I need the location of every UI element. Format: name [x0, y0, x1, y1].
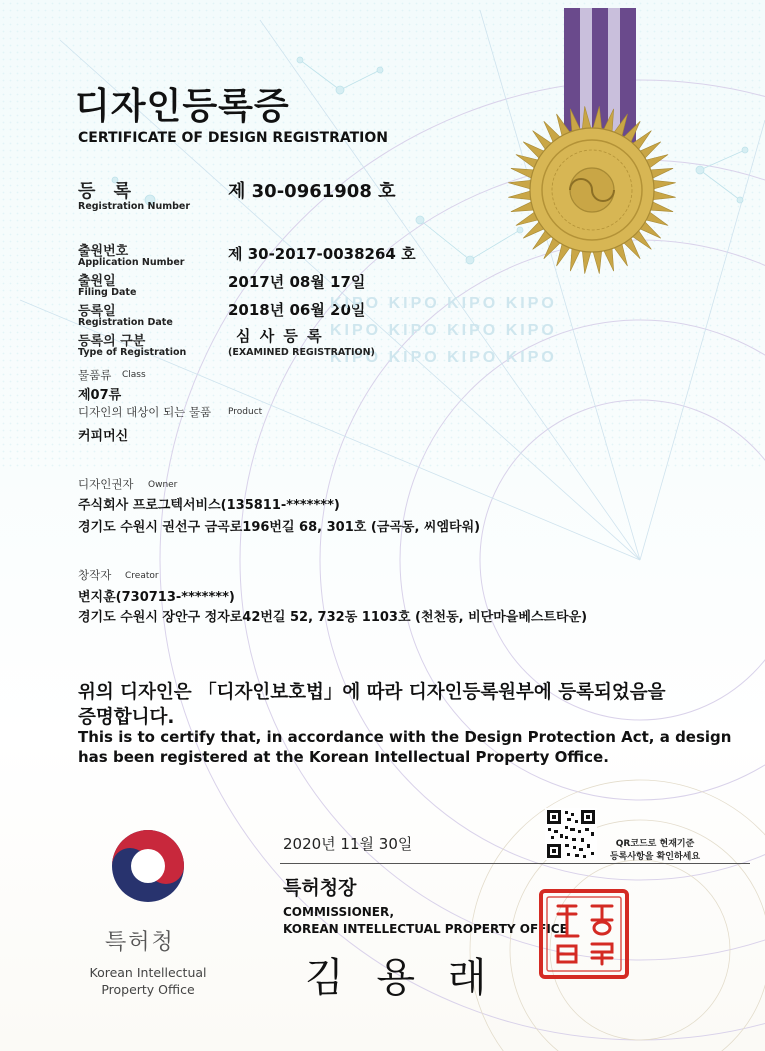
kipo-logo-name-en-line1: Korean Intellectual	[89, 965, 207, 980]
commissioner-en-line1: COMMISSIONER,	[283, 905, 395, 919]
owner-name: 주식회사 프로그텍서비스(135811-*******)	[78, 498, 340, 513]
creator-label: 창작자	[78, 568, 112, 582]
page-subtitle: CERTIFICATE OF DESIGN REGISTRATION	[78, 130, 389, 146]
certification-ko-line2: 증명합니다.	[78, 707, 175, 728]
qr-note-line2: 등록사항을 확인하세요	[609, 852, 701, 862]
kipo-logo-name: 특허청	[105, 930, 175, 955]
product-value: 커피머신	[78, 429, 129, 444]
owner-address: 경기도 수원시 권선구 금곡로196번길 68, 301호 (금곡동, 씨엠타워)	[78, 520, 481, 535]
certification-ko-line1: 위의 디자인은 「디자인보호법」에 따라 디자인등록원부에 등록되었음을	[78, 682, 666, 703]
commissioner-en-line2: KOREAN INTELLECTUAL PROPERTY OFFICE	[283, 922, 568, 936]
application-label: 출원번호	[78, 244, 129, 259]
reg-type-label: 등록의 구분	[78, 334, 146, 349]
gold-seal	[505, 95, 680, 285]
reg-date-label: 등록일	[78, 304, 116, 319]
qr-note	[600, 838, 710, 864]
official-stamp	[538, 888, 630, 980]
reg-type-label-en: Type of Registration	[78, 347, 187, 358]
class-value: 제07류	[78, 388, 122, 403]
class-label-en: Class	[122, 370, 146, 380]
page-title: 디자인등록증	[75, 86, 290, 127]
filing-label-en: Filing Date	[78, 287, 137, 298]
kipo-logo-name-en-line2: Property Office	[101, 982, 195, 997]
divider	[280, 863, 750, 864]
kipo-logo-name-en	[78, 964, 218, 998]
kipo-watermark: KIPO KIPO KIPO KIPO	[330, 322, 557, 339]
registration-number: 제 30-0961908 호	[228, 181, 396, 202]
qr-note-line1: QR코드로 현재기준	[615, 839, 695, 849]
product-label: 디자인의 대상이 되는 물품	[78, 405, 212, 419]
reg-date-label-en: Registration Date	[78, 317, 173, 328]
creator-name: 변지훈(730713-*******)	[78, 590, 235, 605]
kipo-watermark: KIPO KIPO KIPO KIPO	[330, 295, 557, 312]
qr-code-icon[interactable]	[545, 808, 597, 860]
reg-type-value-en: (EXAMINED REGISTRATION)	[228, 347, 375, 358]
registration-label-en: Registration Number	[78, 201, 191, 212]
commissioner-title-en	[283, 904, 568, 938]
kipo-watermark: KIPO KIPO KIPO KIPO	[330, 349, 557, 366]
filing-date: 2017년 08월 17일	[228, 273, 366, 291]
creator-address: 경기도 수원시 장안구 정자로42번길 52, 732동 1103호 (천천동, 비단마을베스트타운)	[78, 610, 588, 625]
certification-en-line2: has been registered at the Korean Intellectual Property Office.	[78, 748, 609, 766]
class-label: 물품류	[78, 368, 112, 382]
kipo-logo-icon	[108, 826, 188, 906]
application-label-en: Application Number	[78, 257, 185, 268]
reg-type-value: 심 사 등 록	[236, 327, 324, 345]
registration-date: 2018년 06월 20일	[228, 301, 366, 319]
owner-label-en: Owner	[148, 480, 178, 490]
certification-en-line1: This is to certify that, in accordance with the Design Protection Act, a design	[78, 728, 732, 746]
issue-date: 2020년 11월 30일	[283, 835, 413, 853]
filing-label: 출원일	[78, 274, 116, 289]
product-label-en: Product	[228, 407, 263, 417]
registration-label: 등 록	[78, 181, 138, 202]
application-number: 제 30-2017-0038264 호	[228, 245, 416, 263]
signature: 김 용 래	[305, 955, 497, 1001]
commissioner-title: 특허청장	[283, 877, 357, 899]
creator-label-en: Creator	[125, 571, 159, 581]
owner-label: 디자인권자	[78, 477, 134, 491]
